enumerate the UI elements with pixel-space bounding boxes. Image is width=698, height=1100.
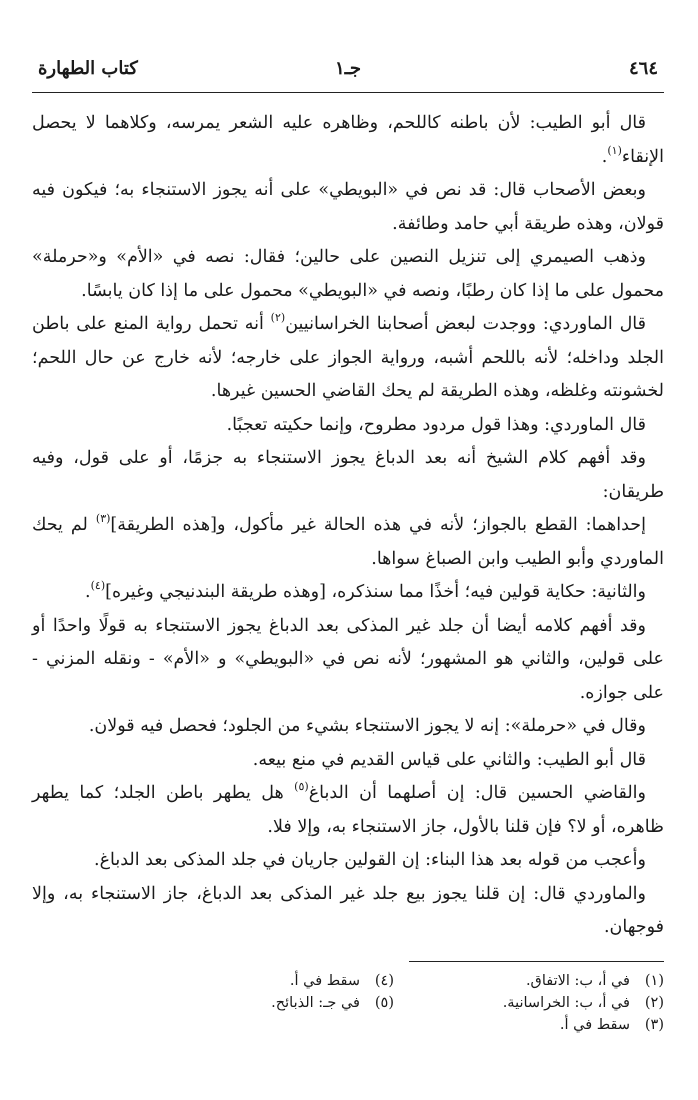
footnotes-column-right: [434, 970, 664, 1036]
book-page: [32, 58, 664, 1036]
book-title: كتاب الطهارة: [38, 58, 138, 79]
paragraph: قال الماوردي: وهذا قول مردود مطروح، وإنما حكيته تعجبًا.: [226, 414, 646, 435]
footnotes-column-left: [164, 970, 394, 1036]
paragraph: وذهب الصيمري إلى تنزيل النصين على حالين؛ فقال: نصه في «الأم» و«حرملة» محمول على ما إذا كان رطبًا، ونصه في «البويطي» محمول على ما إذا كان يابسًا.: [32, 247, 664, 301]
paragraph: والقاضي الحسين قال: إن أصلهما أن الدباغ$^{(٥)}$ هل يطهر باطن الجلد؛ كما يطهر ظاهره، أو لا؟ فإن قلنا بالأول، جاز الاستنجاء به، وإلا فلا.: [32, 780, 664, 837]
paragraph: وبعض الأصحاب قال: قد نص في «البويطي» على أنه يجوز الاستنجاء به؛ فيكون فيه قولان، وهذه طريقة أبي حامد وطائفة.: [32, 180, 664, 234]
footnote-ref: (٤): [90, 579, 106, 592]
footnote-rule: [409, 961, 664, 962]
paragraph: قال أبو الطيب: والثاني على قياس القديم في منع بيعه.: [252, 749, 646, 770]
header-rule: [32, 92, 664, 93]
paragraph: والثانية: حكاية قولين فيه؛ أخذًا مما سنذكره، [وهذه طريقة البندنيجي وغيره]$^{(٤)}$.: [85, 579, 646, 602]
footnote: (٢)في أ، ب: الخراسانية.: [502, 994, 664, 1011]
footnote: (٤)سقط في أ.: [289, 972, 394, 989]
footnote-ref: (١): [607, 143, 622, 157]
footnote: (٣)سقط في أ.: [559, 1016, 664, 1033]
paragraph: وقد أفهم كلام الشيخ أنه بعد الدباغ يجوز الاستنجاء به جزمًا، أو على قول، وفيه طريقان:: [32, 448, 664, 502]
page-number: ٤٦٤: [628, 58, 658, 79]
page-header: [32, 58, 664, 88]
paragraph: والماوردي قال: إن قلنا يجوز بيع جلد غير المذكى بعد الدباغ، جاز الاستنجاء به، وإلا فوجهان.: [32, 883, 664, 937]
paragraph: وقد أفهم كلامه أيضا أن جلد غير المذكى بعد الدباغ يجوز الاستنجاء به قولًا واحدًا أو على قولين، والثاني هو المشهور؛ لأنه نص في «البويطي» و «الأم» - ونقله المزني - على جوازه.: [32, 615, 664, 703]
main-text: [32, 107, 664, 945]
footnote-ref: (٥): [294, 780, 309, 793]
paragraph: قال الماوردي: ووجدت لبعض أصحابنا الخراسانيين$^{(٢)}$ أنه تحمل رواية المنع على باطن الجلد وداخله؛ لأنه باللحم أشبه، ورواية الجواز على خارجه؛ لأنه خارج عن حال اللحم؛ لخشونته وغلظه، وهذه الطريقة لم يحك القاضي الحسين غيرها.: [32, 311, 664, 401]
footnote: (٥)في جـ: الذبائح.: [271, 994, 394, 1011]
footnotes: [32, 970, 664, 1036]
paragraph: وقال في «حرملة»: إنه لا يجوز الاستنجاء بشيء من الجلود؛ فحصل فيه قولان.: [88, 716, 646, 736]
footnote-ref: (٢): [270, 311, 286, 324]
footnote-ref: (٣): [95, 512, 111, 525]
volume-label: جـ١: [334, 58, 362, 79]
paragraph: وأعجب من قوله بعد هذا البناء: إن القولين جاريان في جلد المذكى بعد الدباغ.: [94, 850, 646, 870]
paragraph: قال أبو الطيب: لأن باطنه كاللحم، وظاهره عليه الشعر يمرسه، وكلاهما لا يحصل الإنقاء$^{(١)}$.: [32, 113, 664, 167]
footnote: (١)في أ، ب: الاتفاق.: [525, 972, 664, 989]
paragraph: إحداهما: القطع بالجواز؛ لأنه في هذه الحالة غير مأكول، و[هذه الطريقة]$^{(٣)}$ لم يحك الماوردي وأبو الطيب وابن الصباغ سواها.: [32, 512, 664, 569]
